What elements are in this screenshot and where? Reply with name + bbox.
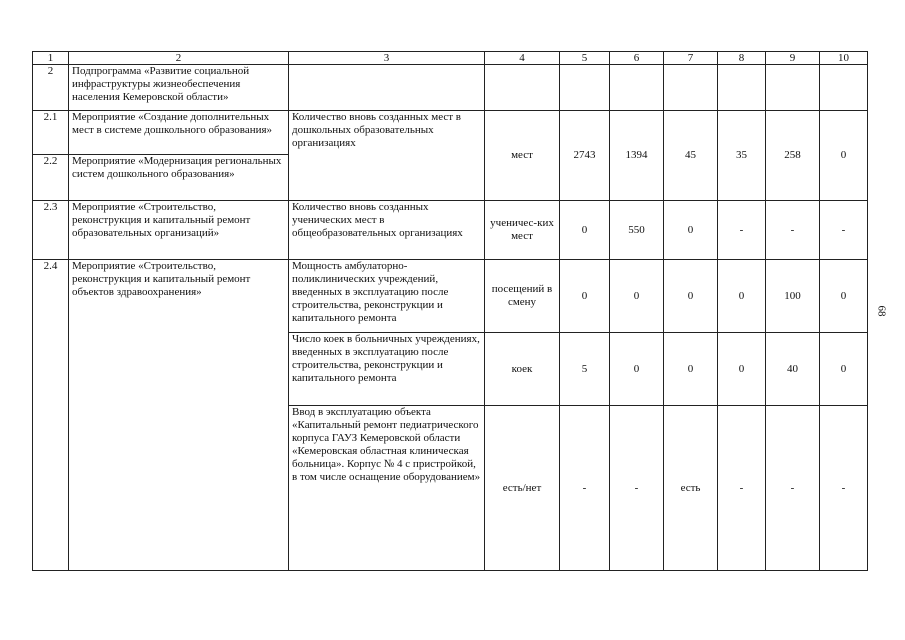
empty-cell: [820, 65, 868, 111]
value-cell: 550: [610, 201, 664, 260]
value-cell: 35: [718, 111, 766, 201]
value-cell: 40: [766, 333, 820, 406]
value-cell: 0: [718, 333, 766, 406]
empty-cell: [718, 65, 766, 111]
header-cell: 1: [33, 52, 69, 65]
indicator-cell: Ввод в эксплуатацию объекта «Капитальный ремонт педиатрического корпуса ГАУЗ Кемеровской области «Кемеровская областная клиническая больница». Корпус № 4 с пристройкой, в том числе оснащение оборудованием»: [289, 406, 485, 571]
header-cell: 9: [766, 52, 820, 65]
value-cell: -: [766, 201, 820, 260]
value-cell: -: [820, 406, 868, 571]
unit-cell: посещений в смену: [485, 260, 560, 333]
value-cell: 258: [766, 111, 820, 201]
value-cell: 0: [820, 111, 868, 201]
empty-cell: [610, 65, 664, 111]
value-cell: -: [718, 201, 766, 260]
row-number: 2.3: [33, 201, 69, 260]
table-row: [33, 201, 868, 260]
header-cell: 2: [69, 52, 289, 65]
value-cell: 1394: [610, 111, 664, 201]
header-cell: 5: [560, 52, 610, 65]
header-cell: 3: [289, 52, 485, 65]
unit-cell: есть/нет: [485, 406, 560, 571]
header-cell: 7: [664, 52, 718, 65]
row-name: Мероприятие «Создание дополнительных мест в системе дошкольного образования»: [69, 111, 289, 155]
row-name: Мероприятие «Модернизация региональных систем дошкольного образования»: [69, 155, 289, 201]
value-cell: -: [610, 406, 664, 571]
value-cell: 45: [664, 111, 718, 201]
empty-cell: [289, 65, 485, 111]
value-cell: 0: [610, 333, 664, 406]
table-row: [33, 65, 868, 111]
value-cell: 5: [560, 333, 610, 406]
row-name: Мероприятие «Строительство, реконструкция и капитальный ремонт объектов здравоохранения»: [69, 260, 289, 571]
table-header-row: [33, 52, 868, 65]
unit-cell: мест: [485, 111, 560, 201]
row-number: 2.1: [33, 111, 69, 155]
unit-cell: ученичес-ких мест: [485, 201, 560, 260]
value-cell: 0: [820, 333, 868, 406]
header-cell: 6: [610, 52, 664, 65]
header-cell: 4: [485, 52, 560, 65]
header-cell: 8: [718, 52, 766, 65]
table-row: [33, 260, 868, 333]
row-name: Мероприятие «Строительство, реконструкция и капитальный ремонт образовательных организаций»: [69, 201, 289, 260]
value-cell: -: [766, 406, 820, 571]
indicator-cell: Число коек в больничных учреждениях, введенных в эксплуатацию после строительства, реконструкции и капитального ремонта: [289, 333, 485, 406]
value-cell: 0: [664, 260, 718, 333]
unit-cell: коек: [485, 333, 560, 406]
row-number: 2: [33, 65, 69, 111]
value-cell: 0: [610, 260, 664, 333]
row-name: Подпрограмма «Развитие социальной инфраструктуры жизнеобеспечения населения Кемеровской области»: [69, 65, 289, 111]
value-cell: 0: [664, 201, 718, 260]
indicator-cell: Количество вновь созданных мест в дошкольных образовательных организациях: [289, 111, 485, 201]
value-cell: -: [560, 406, 610, 571]
empty-cell: [485, 65, 560, 111]
value-cell: 2743: [560, 111, 610, 201]
row-number: 2.2: [33, 155, 69, 201]
value-cell: 0: [820, 260, 868, 333]
value-cell: 0: [718, 260, 766, 333]
value-cell: -: [718, 406, 766, 571]
value-cell: -: [820, 201, 868, 260]
value-cell: 100: [766, 260, 820, 333]
empty-cell: [560, 65, 610, 111]
page-number: 68: [875, 305, 888, 317]
value-cell: 0: [560, 201, 610, 260]
indicator-cell: Количество вновь созданных ученических мест в общеобразовательных организациях: [289, 201, 485, 260]
empty-cell: [766, 65, 820, 111]
value-cell: 0: [560, 260, 610, 333]
row-number: 2.4: [33, 260, 69, 571]
indicator-cell: Мощность амбулаторно-поликлинических учреждений, введенных в эксплуатацию после строительства, реконструкции и капитального ремонта: [289, 260, 485, 333]
header-cell: 10: [820, 52, 868, 65]
indicator-table: [32, 51, 868, 571]
value-cell: 0: [664, 333, 718, 406]
table-row: [33, 111, 868, 155]
empty-cell: [664, 65, 718, 111]
value-cell: есть: [664, 406, 718, 571]
